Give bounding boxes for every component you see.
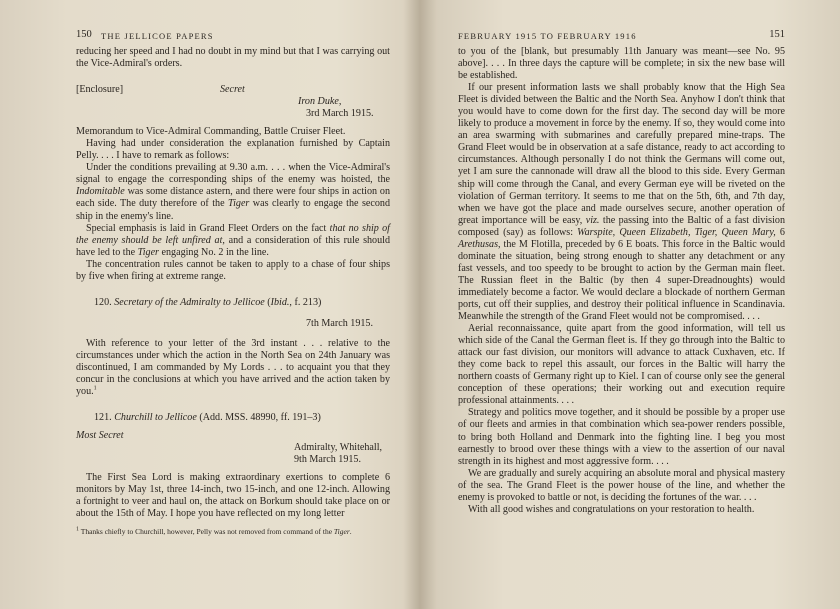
page-number-right: 151 — [769, 29, 785, 40]
paragraph: Aerial reconnaissance, quite apart from the good information, will tell us which side of the Canal the German fleet is. If they go through into the Baltic to attack our fast division, our monitors will advance to attack Cuxhaven, etc. If they come back to repel this assault, our forces in the Baltic will harry the northern coasts of Germany right up to Kiel. I can of course only see the general conception of these operations; their working out and execution require professional attainments. . . . — [458, 323, 785, 407]
date-line: 7th March 1915. — [306, 317, 373, 329]
running-head-title-left: THE JELLICOE PAPERS — [101, 31, 214, 41]
date-line: 9th March 1915. — [294, 454, 361, 466]
paragraph: Strategy and politics move together, and it should be possible by a proper use of our fleets and armies in that combination which sea-power renders possible, to bring both Holland and Denmark into the fighting line. I beg you most earnestly to brood over these things with a view to the assertion of our naval strength in its highest and most aggressive form. . . . — [458, 407, 785, 467]
secret-label: Secret — [220, 84, 245, 96]
date-line: 3rd March 1915. — [306, 108, 374, 120]
left-running-head — [76, 30, 390, 46]
paragraph: If our present information lasts we shall probably know that the High Sea Fleet is divided between the Baltic and the North Sea. Anyhow I don't think that you would have to come down for the first day. The second day will be more likely to produce a movement in force by the enemy. If so, they would come into an area swarming with submarines and carefully prepared mine-traps. The Grand Fleet would be in observation at a safe distance, ready to act according to circumstances. Although personally I do not think the Germans will come out, yet I am sure the cannonade will draw all the blood to this side. Every German ship will come through the Canal, and every German eye will be riveted on the violation of German territory. It seems to me that on the 5th, 6th, and 7th day, when we have got the place and made ourselves secure, another operation of great importance will be easy, viz. the passing into the Baltic of a fast division composed (say) as follows: Warspite, Queen Elizabeth, Tiger, Queen Mary, 6 Arethusas, the M Flotilla, preceded by 6 E boats. This force in the Baltic would dominate the situation, being strong enough to shatter any detachment or any fast vessels, and too speedy to be brought to action by the German main fleet. The Russian fleet in the Baltic (by then 4 super-Dreadnoughts) would immediately become a factor. We would declare a blockade of northern German ports, cut off their supplies, and destroy their political influence in Scandinavia. Meanwhile the strength of the Grand Fleet would not be compromised. . . . — [458, 82, 785, 323]
paragraph: to you of the [blank, but presumably 11th January was meant—see No. 95 above]. . . . In three days the capture will be complete; in six the new base will be established. — [458, 46, 785, 82]
paragraph: With reference to your letter of the 3rd instant . . . relative to the circumstances under which the action in the North Sea on 24th January was discontinued, I am commanded by My Lords . . . to acquaint you that they concur in the conclusions at which you have arrived and the action taken by you.$^1$ — [76, 337, 390, 398]
right-running-head — [458, 30, 785, 46]
left-body — [76, 46, 390, 536]
place-line: Admiralty, Whitehall, — [294, 442, 383, 454]
right-body — [458, 46, 785, 516]
section-heading-121: 121. Churchill to Jellicoe (Add. MSS. 48990, ff. 191–3) — [94, 412, 321, 424]
paragraph: Under the conditions prevailing at 9.30 a.m. . . . when the Vice-Admiral's signal to engage the corresponding ships of the enemy was hoisted, the Indomitable was some distance astern, and there were four ships in action on each side. The duty therefore of the Tiger was clearly to engage the second ship in the enemy's line. — [76, 162, 390, 222]
paragraph: Having had under consideration the explanation furnished by Captain Pelly. . . . I have to remark as follows: — [76, 138, 390, 162]
most-secret-label: Most Secret — [76, 430, 124, 442]
place-line: Iron Duke, — [298, 96, 342, 108]
section-heading-120: 120. Secretary of the Admiralty to Jellicoe (Ibid., f. 213) — [94, 296, 322, 308]
paragraph: With all good wishes and congratulations on your restoration to health. — [468, 503, 755, 515]
footnote: $^1$ Thanks chiefly to Churchill, however, Pelly was not removed from command of the Tiger. — [76, 526, 352, 536]
page-number-left: 150 — [76, 29, 92, 40]
paragraph: We are gradually and surely acquiring an absolute moral and physical mastery of the sea. The Grand Fleet is the power house of the line, and whether the enemy is provoked to battle or not, is deciding the fortunes of the war. . . . — [458, 467, 785, 503]
paragraph: The First Sea Lord is making extraordinary exertions to complete 6 monitors by May 1st, three 14-inch, two 15-inch, and one 12-inch. Allowing a fortnight to veer and haul on, the attack on Borkum should take place on or about the 15th of May. I hope you have reflected on my long letter — [76, 472, 390, 520]
running-head-title-right: FEBRUARY 1915 TO FEBRUARY 1916 — [458, 31, 637, 41]
paragraph: Special emphasis is laid in Grand Fleet Orders on the fact that no ship of the enemy should be left unfired at, and a consideration of this rule should have led to the Tiger engaging No. 2 in the line. — [76, 222, 390, 258]
paragraph: reducing her speed and I had no doubt in my mind but that I was carrying out the Vice-Admiral's orders. — [76, 46, 390, 70]
enclosure-line — [76, 84, 390, 96]
paragraph: The concentration rules cannot be taken to apply to a chase of four ships by five when firing at extreme range. — [76, 258, 390, 282]
memo-heading: Memorandum to Vice-Admiral Commanding, Battle Cruiser Fleet. — [76, 126, 346, 138]
right-page — [420, 0, 840, 609]
enclosure-label: [Enclosure] — [76, 84, 124, 96]
